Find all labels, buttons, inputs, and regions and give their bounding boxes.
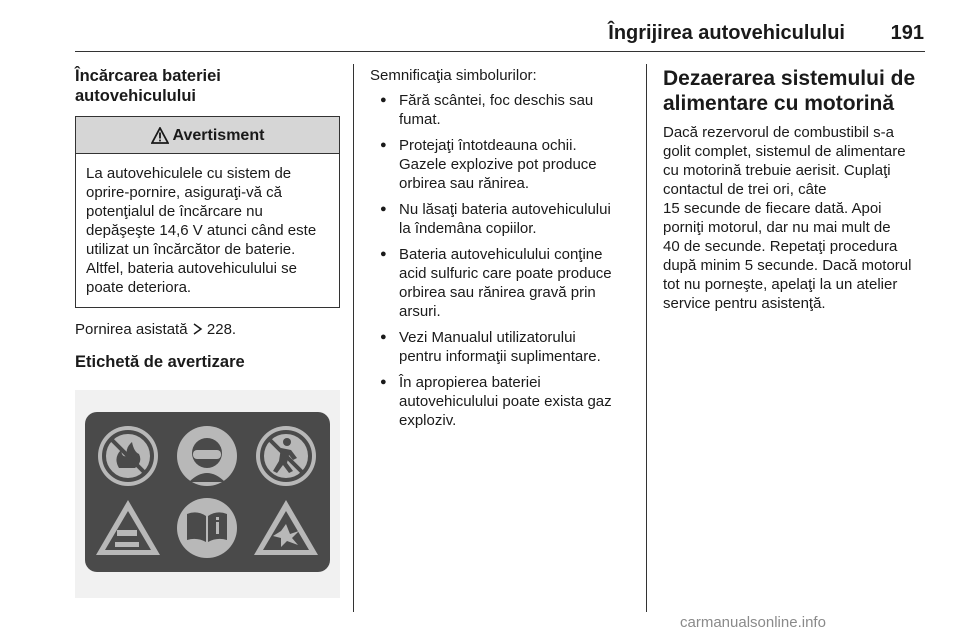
list-item: ● Protejaţi întotdeauna ochii. Gazele explozive pot produce orbirea sau rănirea. xyxy=(370,136,632,193)
watermark: carmanualsonline.info xyxy=(680,614,826,631)
eye-protection-icon xyxy=(177,426,237,486)
warning-triangle-icon xyxy=(151,127,169,144)
page-number: 191 xyxy=(890,22,924,44)
warning-box xyxy=(75,116,340,308)
list-item: ● Nu lăsaţi bateria autovehiculului la îndemâna copiilor. xyxy=(370,200,632,238)
running-header-title: Îngrijirea autovehiculului xyxy=(608,22,845,44)
column-divider-2 xyxy=(646,64,647,612)
list-item: ● Vezi Manualul utilizatorului pentru informaţii suplimentare. xyxy=(370,328,632,366)
warning-label-heading: Etichetă de avertizare xyxy=(75,353,245,371)
page-reference-arrow-icon xyxy=(192,323,203,335)
column-2 xyxy=(370,66,632,437)
section-heading-diesel-bleeding: Dezaerarea sistemului de alimentare cu motorină xyxy=(663,67,916,115)
crossref-paragraph xyxy=(75,320,340,339)
battery-warning-label-image xyxy=(75,390,340,598)
list-item: ● Fără scântei, foc deschis sau fumat. xyxy=(370,91,632,129)
header-rule xyxy=(75,51,925,52)
no-fire-smoking-icon xyxy=(98,426,158,486)
column-divider-1 xyxy=(353,64,354,612)
diesel-bleeding-text: Dacă rezervorul de combustibil s-a golit complet, sistemul de alimentare cu motorină trebuie aerisit. Cuplaţi contactul de trei ori, câte 15 secunde de fiecare dată. Apoi porniţi motorul, dar nu mai mult de 40 de secunde. Repetaţi procedura după minim 5 secunde. Dacă motorul tot nu porneşte, apelaţi la un atelier service pentru asistenţă. xyxy=(663,124,912,312)
warning-text: La autovehiculele cu sistem de oprire-pornire, asiguraţi-vă că potenţialul de încărcare nu depăşeşte 14,6 V atunci când este utilizat un încărcător de baterie. Altfel, bateria autovehiculului se poate deteriora. xyxy=(86,165,317,296)
symbols-intro: Semnificaţia simbolurilor: xyxy=(370,67,537,84)
symbols-list xyxy=(370,91,632,430)
warning-title: Avertisment xyxy=(172,126,265,144)
list-item: ● În apropierea bateriei autovehiculului poate exista gaz exploziv. xyxy=(370,373,632,430)
list-item: ● Bateria autovehiculului conţine acid sulfuric care poate produce orbirea sau rănirea gravă prin arsuri. xyxy=(370,245,632,321)
crossref-link[interactable]: 228. xyxy=(206,321,237,338)
warning-header xyxy=(76,117,339,154)
read-manual-icon xyxy=(177,498,237,558)
crossref-text: Pornirea asistată xyxy=(75,321,188,338)
keep-away-children-icon xyxy=(256,426,316,486)
section-heading-battery-charging: Încărcarea bateriei autovehiculului xyxy=(75,67,221,105)
column-1 xyxy=(75,66,340,603)
column-3 xyxy=(663,66,931,313)
